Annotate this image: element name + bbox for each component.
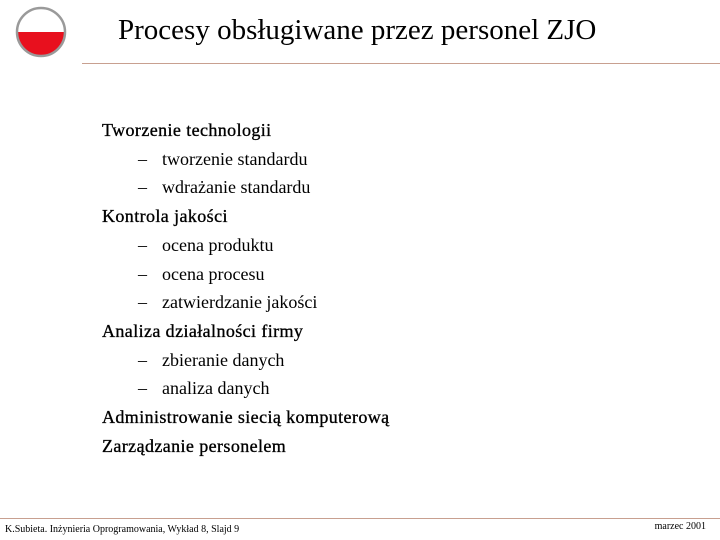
dash-bullet: – — [138, 349, 147, 370]
footer-date: marzec 2001 — [654, 521, 706, 532]
dash-bullet: – — [138, 292, 147, 313]
process-list — [102, 116, 662, 460]
section-title: Administrowanie siecią komputerową — [102, 407, 390, 428]
list-item-text: analiza danych — [162, 378, 270, 399]
footer-course-info: K.Subieta. Inżynieria Oprogramowania, Wykład 8, Slajd 9 — [5, 524, 240, 535]
list-item — [102, 260, 662, 289]
list-item — [102, 346, 662, 375]
list-item-text: zatwierdzanie jakości — [162, 292, 318, 313]
dash-bullet: – — [138, 177, 147, 198]
section-title: Tworzenie technologii — [102, 120, 272, 140]
header-divider — [82, 63, 720, 64]
list-item-text: ocena procesu — [162, 263, 265, 284]
footer-divider — [0, 518, 720, 519]
dash-bullet: – — [138, 378, 147, 399]
list-item-text: wdrażanie standardu — [162, 177, 311, 198]
polish-flag-circle-icon — [14, 5, 68, 59]
section-title: Kontrola jakości — [102, 206, 228, 227]
dash-bullet: – — [138, 234, 147, 255]
list-item — [102, 374, 662, 403]
dash-bullet: – — [138, 263, 147, 284]
page-title: Procesy obsługiwane przez personel ZJO — [118, 14, 597, 46]
section-title: Zarządzanie personelem — [102, 435, 287, 456]
list-item — [102, 288, 662, 317]
list-item — [102, 231, 662, 260]
dash-bullet: – — [138, 148, 147, 169]
list-item-text: tworzenie standardu — [162, 148, 308, 169]
list-item — [102, 145, 662, 174]
section-title: Analiza działalności firmy — [102, 320, 304, 341]
list-item-text: ocena produktu — [162, 234, 274, 255]
list-item — [102, 173, 662, 202]
list-item-text: zbieranie danych — [162, 349, 285, 370]
